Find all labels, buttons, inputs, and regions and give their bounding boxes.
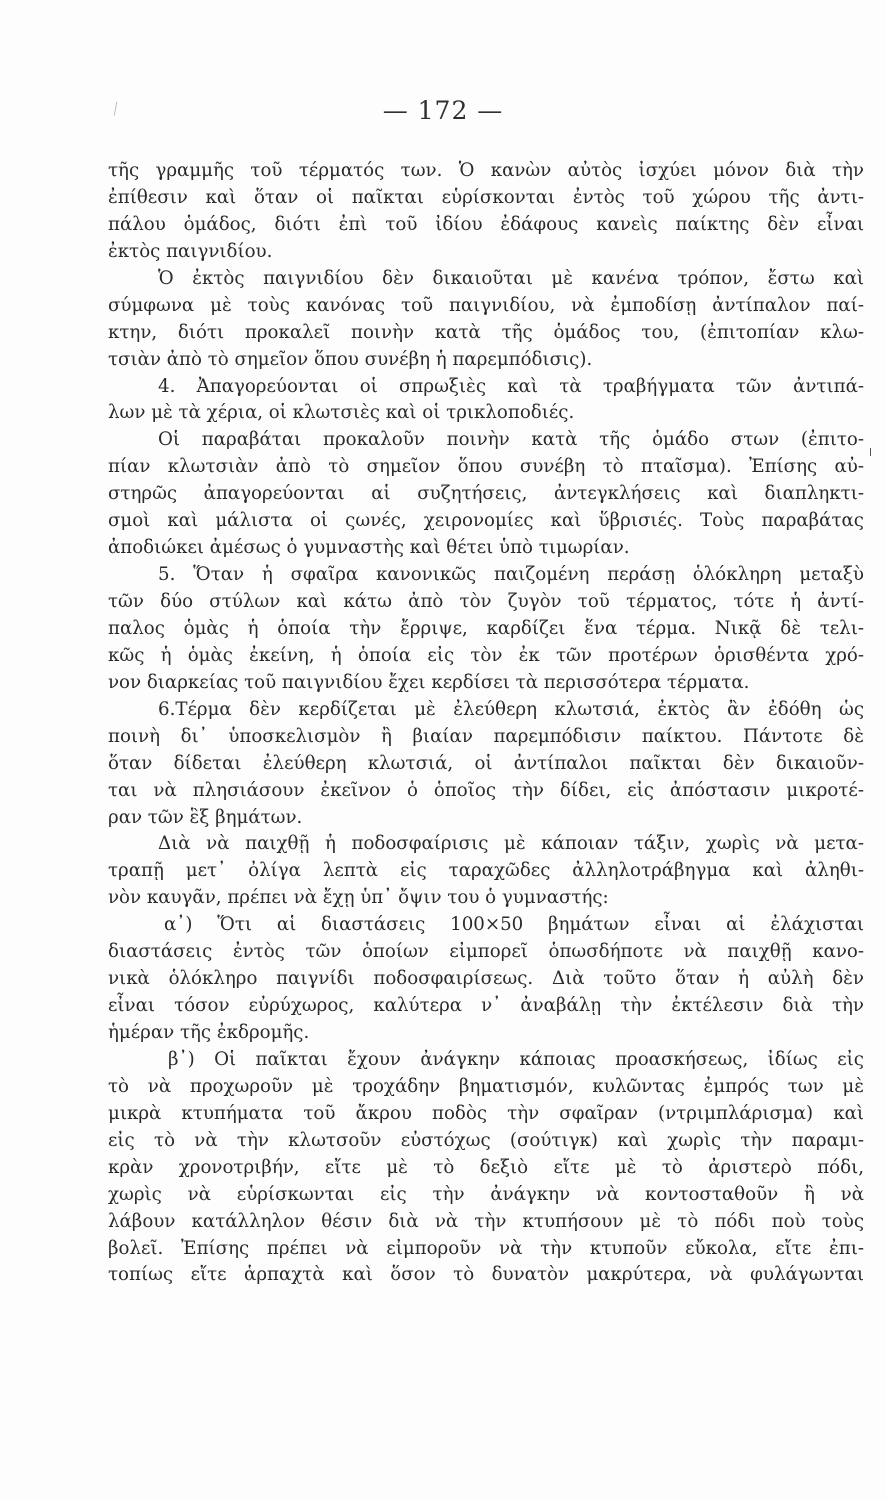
- text-line: 6.Τέρμα δὲν κερδίζεται μὲ ἐλεύθερη κλωτσιά, ἐκτὸς ἂν ἐδόθη ὡς: [158, 698, 864, 720]
- margin-ink-mark: [870, 448, 871, 456]
- text-line: διαστάσεις ἐντὸς τῶν ὁποίων εἰμπορεῖ ὁπωσδήποτε νὰ παιχθῇ κανο-: [108, 941, 864, 963]
- text-line: Ὁ ἐκτὸς παιγνιδίου δὲν δικαιοῦται μὲ κανένα τρόπον, ἔστω καὶ: [158, 267, 864, 289]
- text-line: στηρῶς ἀπαγορεύονται αἱ συζητήσεις, ἀντεγκλήσεις καὶ διαπληκτι-: [108, 483, 864, 505]
- text-line: βολεῖ. Ἐπίσης πρέπει νὰ εἰμποροῦν νὰ τὴν κτυποῦν εὔκολα, εἴτε ἐπι-: [108, 1237, 864, 1259]
- text-line: πίαν κλωτσιὰν ἀπὸ τὸ σημεῖον ὅπου συνέβη τὸ πταῖσμα). Ἐπίσης αὐ-: [108, 456, 864, 478]
- text-line: κρὰν χρονοτριβήν, εἴτε μὲ τὸ δεξιὸ εἴτε μὲ τὸ ἀριστερὸ πόδι,: [108, 1156, 864, 1178]
- text-line: β᾽) Οἱ παῖκται ἔχουν ἀνάγκην κάποιας προασκήσεως, ἰδίως εἰς: [168, 1048, 864, 1070]
- page-number: — 172 —: [382, 96, 504, 125]
- text-line: ἀποδιώκει ἀμέσως ὁ γυμναστὴς καὶ θέτει ὑπὸ τιμωρίαν.: [108, 537, 630, 559]
- text-line: τὸ νὰ προχωροῦν μὲ τροχάδην βηματισμόν, κυλῶντας ἐμπρός των μὲ: [108, 1075, 864, 1097]
- text-line: λων μὲ τὰ χέρια, οἱ κλωτσιὲς καὶ οἱ τρικλοποδιές.: [108, 402, 575, 424]
- text-line: Οἱ παραβάται προκαλοῦν ποινὴν κατὰ τῆς ὁμάδο στων (ἐπιτο-: [158, 429, 864, 451]
- text-line: παλος ὁμὰς ἡ ὁποία τὴν ἔρριψε, καρδίζει ἕνα τέρμα. Νικᾷ δὲ τελι-: [108, 617, 864, 639]
- text-line: τοπίως εἴτε ἁρπαχτὰ καὶ ὅσον τὸ δυνατὸν μακρύτερα, νὰ φυλάγωνται: [108, 1264, 864, 1286]
- text-line: 4. Ἀπαγορεύονται οἱ σπρωξιὲς καὶ τὰ τραβήγματα τῶν ἀντιπά-: [158, 375, 864, 397]
- text-line: εἰς τὸ νὰ τὴν κλωτσοῦν εὐστόχως (σούτιγκ) καὶ χωρὶς τὴν παραμι-: [108, 1129, 864, 1151]
- text-line: πάλου ὁμάδος, διότι ἐπὶ τοῦ ἰδίου ἐδάφους κανεὶς παίκτης δὲν εἶναι: [108, 213, 864, 235]
- text-line: εἶναι τόσον εὐρύχωρος, καλύτερα ν᾽ ἀναβάλῃ τὴν ἐκτέλεσιν διὰ τὴν: [108, 995, 864, 1017]
- text-line: ἐπίθεσιν καὶ ὅταν οἱ παῖκται εὑρίσκονται ἐντὸς τοῦ χώρου τῆς ἀντι-: [108, 186, 864, 208]
- text-line: σμοὶ καὶ μάλιστα οἱ ςωνές, χειρονομίες καὶ ὕβρισιές. Τοὺς παραβάτας: [108, 510, 864, 532]
- text-line: ὅταν δίδεται ἐλεύθερη κλωτσιά, οἱ ἀντίπαλοι παῖκται δὲν δικαιοῦν-: [108, 752, 864, 774]
- text-line: τσιὰν ἀπὸ τὸ σημεῖον ὅπου συνέβη ἡ παρεμπόδισις).: [108, 348, 593, 370]
- text-line: α᾽) Ὅτι αἱ διαστάσεις 100×50 βημάτων εἶναι αἱ ἐλάχισται: [164, 914, 864, 936]
- text-line: κτην, διότι προκαλεῖ ποινὴν κατὰ τῆς ὁμάδος του, (ἐπιτοπίαν κλω-: [108, 321, 864, 343]
- text-line: ποινὴ δι᾽ ὑποσκελισμὸν ἢ βιαίαν παρεμπόδισιν παίκτου. Πάντοτε δὲ: [108, 725, 864, 747]
- text-line: Διὰ νὰ παιχθῇ ἡ ποδοσφαίρισις μὲ κάποιαν τάξιν, χωρὶς νὰ μετα-: [158, 833, 864, 855]
- text-line: ραν τῶν ἓξ βημάτων.: [108, 806, 303, 828]
- text-line: ἡμέραν τῆς ἐκδρομῆς.: [108, 1022, 310, 1043]
- text-line: σύμφωνα μὲ τοὺς κανόνας τοῦ παιγνιδίου, νὰ ἐμποδίσῃ ἀντίπαλον παί-: [108, 294, 864, 316]
- text-line: ἐκτὸς παιγνιδίου.: [108, 240, 273, 262]
- text-line: τῆς γραμμῆς τοῦ τέρματός των. Ὁ κανὼν αὐτὸς ἰσχύει μόνον διὰ τὴν: [108, 160, 864, 181]
- text-line: 5. Ὅταν ἡ σφαῖρα κανονικῶς παιζομένη περάσῃ ὁλόκληρη μεταξὺ: [158, 564, 864, 586]
- text-line: τραπῇ μετ᾽ ὀλίγα λεπτὰ εἰς ταραχῶδες ἀλληλοτράβηγμα καὶ ἀληθι-: [108, 860, 864, 882]
- text-line: τῶν δύο στύλων καὶ κάτω ἀπὸ τὸν ζυγὸν τοῦ τέρματος, τότε ἡ ἀντί-: [108, 591, 864, 612]
- text-line: μικρὰ κτυπήματα τοῦ ἄκρου ποδὸς τὴν σφαῖραν (ντριμπλάρισμα) καὶ: [108, 1102, 864, 1124]
- text-line: κῶς ἡ ὁμὰς ἐκείνη, ἡ ὁποία εἰς τὸν ἐκ τῶν προτέρων ὁρισθέντα χρό-: [108, 644, 864, 666]
- body-text: [108, 158, 864, 1289]
- text-line: ται νὰ πλησιάσουν ἐκεῖνον ὁ ὁποῖος τὴν δίδει, εἰς ἀπόστασιν μικροτέ-: [108, 779, 864, 801]
- text-line: νικὰ ὁλόκληρο παιγνίδι ποδοσφαιρίσεως. Διὰ τοῦτο ὅταν ἡ αὐλὴ δὲν: [108, 968, 864, 990]
- text-line: χωρὶς νὰ εὑρίσκωνται εἰς τὴν ἀνάγκην νὰ κοντοσταθοῦν ἢ νὰ: [108, 1183, 864, 1205]
- text-line: νὸν καυγᾶν, πρέπει νὰ ἔχῃ ὑπ᾽ ὄψιν του ὁ γυμναστής:: [108, 887, 609, 909]
- text-line: λάβουν κατάλληλον θέσιν διὰ νὰ τὴν κτυπήσουν μὲ τὸ πόδι ποὺ τοὺς: [108, 1210, 864, 1232]
- text-line: νον διαρκείας τοῦ παιγνιδίου ἔχει κερδίσει τὰ περισσότερα τέρματα.: [108, 671, 750, 693]
